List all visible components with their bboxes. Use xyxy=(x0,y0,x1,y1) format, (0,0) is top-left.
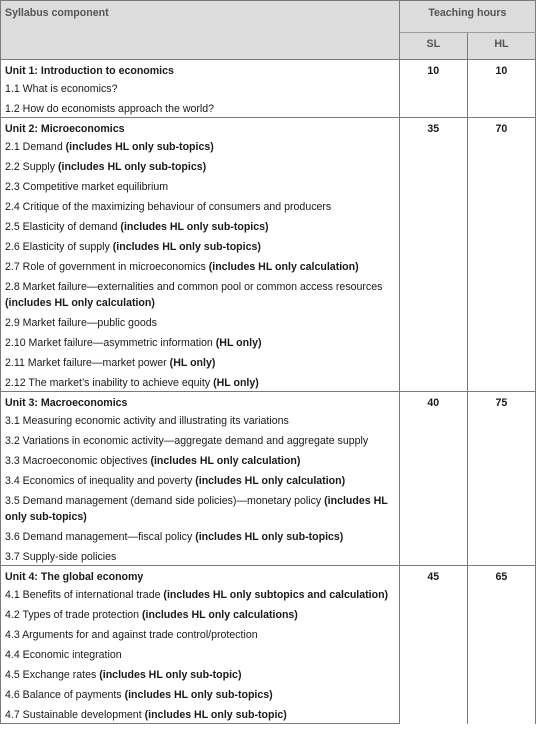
sl-hours: 10 xyxy=(399,60,467,118)
hl-hours: 75 xyxy=(467,392,535,566)
topic-item xyxy=(1,255,400,275)
topic-text: 3.1 Measuring economic activity and illustrating its variations xyxy=(5,415,289,427)
header-row xyxy=(1,1,536,33)
topic-text: 3.5 Demand management (demand side policies)—monetary policy xyxy=(5,495,325,507)
topic-item xyxy=(1,489,400,525)
teaching-hours-header: Teaching hours xyxy=(399,1,535,33)
topic-text: 3.6 Demand management—fiscal policy xyxy=(5,531,196,543)
topic-item xyxy=(1,77,400,97)
topic-item xyxy=(1,429,400,449)
hl-hours: 10 xyxy=(467,60,535,118)
topic-note: (includes HL only sub-topics) xyxy=(112,241,261,253)
topic-item xyxy=(1,275,400,311)
topic-text: 2.6 Elasticity of supply xyxy=(5,241,113,253)
topic-text: 3.4 Economics of inequality and poverty xyxy=(5,475,196,487)
topic-item xyxy=(1,525,400,545)
topic-note: (includes HL only sub-topics) xyxy=(5,495,388,523)
sl-hours: 35 xyxy=(399,118,467,392)
topic-text: 1.1 What is economics? xyxy=(5,83,118,95)
topic-item xyxy=(1,155,400,175)
topic-item xyxy=(1,351,400,371)
topic-item xyxy=(1,215,400,235)
topic-item xyxy=(1,469,400,489)
topic-item xyxy=(1,643,400,663)
topic-item xyxy=(1,97,400,118)
topic-text: 4.6 Balance of payments xyxy=(5,689,125,701)
topic-item xyxy=(1,135,400,155)
topic-text: 4.2 Types of trade protection xyxy=(5,609,143,621)
topic-item xyxy=(1,331,400,351)
topic-text: 2.8 Market failure—externalities and common pool or common access resources xyxy=(5,281,383,293)
topic-text: 2.5 Elasticity of demand xyxy=(5,221,121,233)
unit-row xyxy=(1,60,536,78)
unit-row xyxy=(1,392,536,410)
syllabus-component-header: Syllabus component xyxy=(1,1,400,60)
unit-title: Unit 2: Microeconomics xyxy=(1,118,400,136)
topic-item xyxy=(1,371,400,392)
sl-hours: 45 xyxy=(399,566,467,724)
hl-hours: 65 xyxy=(467,566,535,724)
topic-note: (includes HL only calculation) xyxy=(208,261,359,273)
topic-text: 3.7 Supply-side policies xyxy=(5,551,117,563)
topic-item xyxy=(1,703,400,724)
topic-item xyxy=(1,195,400,215)
table-header xyxy=(1,1,536,60)
topic-text: 4.1 Benefits of international trade xyxy=(5,589,164,601)
topic-item xyxy=(1,583,400,603)
topic-note: (HL only) xyxy=(215,337,262,349)
topic-item xyxy=(1,663,400,683)
topic-text: 4.7 Sustainable development xyxy=(5,709,145,721)
topic-item xyxy=(1,175,400,195)
unit-title: Unit 4: The global economy xyxy=(1,566,400,584)
topic-note: (includes HL only sub-topics) xyxy=(120,221,269,233)
topic-item xyxy=(1,683,400,703)
topic-note: (includes HL only sub-topics) xyxy=(124,689,273,701)
topic-text: 1.2 How do economists approach the world? xyxy=(5,103,215,115)
topic-note: (includes HL only sub-topics) xyxy=(58,161,207,173)
topic-item xyxy=(1,409,400,429)
hl-hours: 70 xyxy=(467,118,535,392)
table-body xyxy=(1,60,536,724)
sl-hours: 40 xyxy=(399,392,467,566)
topic-text: 3.2 Variations in economic activity—aggregate demand and aggregate supply xyxy=(5,435,369,447)
topic-text: 4.5 Exchange rates xyxy=(5,669,100,681)
topic-text: 3.3 Macroeconomic objectives xyxy=(5,455,151,467)
unit-row xyxy=(1,118,536,136)
topic-text: 4.3 Arguments for and against trade control/protection xyxy=(5,629,258,641)
topic-note: (includes HL only sub-topic) xyxy=(144,709,287,721)
topic-note: (includes HL only calculations) xyxy=(142,609,298,621)
topic-item xyxy=(1,623,400,643)
topic-note: (includes HL only subtopics and calculation) xyxy=(163,589,389,601)
topic-text: 4.4 Economic integration xyxy=(5,649,122,661)
topic-note: (includes HL only sub-topics) xyxy=(65,141,214,153)
topic-text: 2.10 Market failure—asymmetric information xyxy=(5,337,216,349)
topic-text: 2.9 Market failure—public goods xyxy=(5,317,157,329)
unit-title: Unit 3: Macroeconomics xyxy=(1,392,400,410)
topic-item xyxy=(1,235,400,255)
hl-header: HL xyxy=(467,33,535,60)
topic-text: 2.4 Critique of the maximizing behaviour of consumers and producers xyxy=(5,201,332,213)
topic-text: 2.11 Market failure—market power xyxy=(5,357,170,369)
topic-item xyxy=(1,545,400,566)
topic-note: (HL only) xyxy=(213,377,259,389)
topic-text: 2.2 Supply xyxy=(5,161,59,173)
unit-title: Unit 1: Introduction to economics xyxy=(1,60,400,78)
topic-text: 2.3 Competitive market equilibrium xyxy=(5,181,169,193)
topic-note: (HL only) xyxy=(169,357,216,369)
topic-note: (includes HL only sub-topic) xyxy=(99,669,242,681)
sl-header: SL xyxy=(399,33,467,60)
topic-item xyxy=(1,603,400,623)
topic-item xyxy=(1,449,400,469)
unit-row xyxy=(1,566,536,584)
topic-note: (includes HL only calculation) xyxy=(5,297,155,309)
topic-text: 2.7 Role of government in microeconomics xyxy=(5,261,209,273)
topic-note: (includes HL only calculation) xyxy=(150,455,301,467)
topic-text: 2.12 The market’s inability to achieve equity xyxy=(5,377,214,389)
topic-item xyxy=(1,311,400,331)
topic-note: (includes HL only sub-topics) xyxy=(195,531,344,543)
topic-text: 2.1 Demand xyxy=(5,141,66,153)
topic-note: (includes HL only calculation) xyxy=(195,475,346,487)
